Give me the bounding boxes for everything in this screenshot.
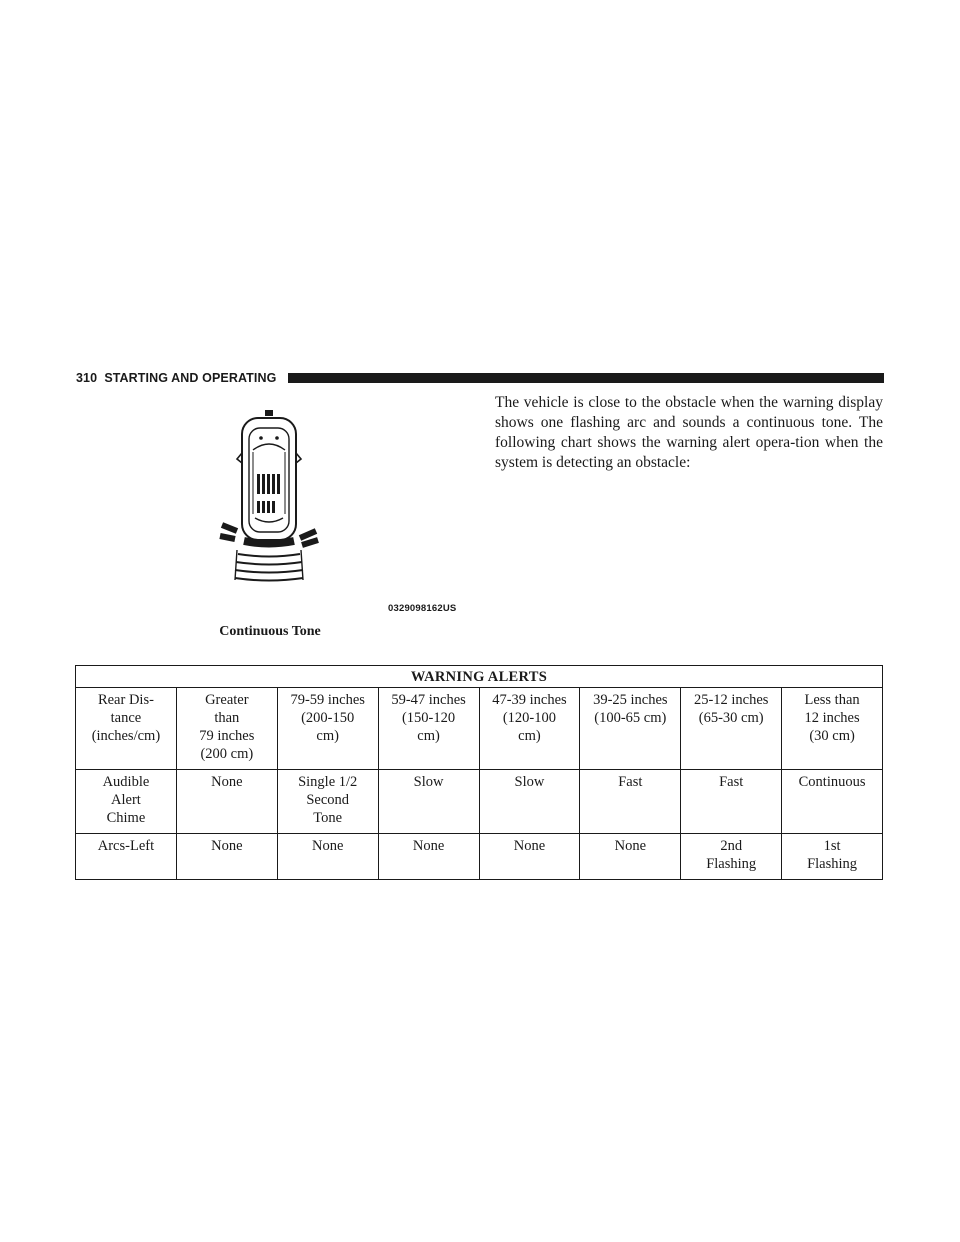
cell-text: None: [513, 838, 546, 854]
row-header-cell: [76, 834, 177, 880]
cell-text: Flashing: [706, 856, 757, 872]
cell-text: (100-65 cm): [594, 710, 667, 726]
header-rule: [288, 373, 884, 383]
cell-text: None: [412, 838, 445, 854]
table-cell: [782, 688, 883, 770]
table-cell: [277, 688, 378, 770]
table-title: WARNING ALERTS: [76, 666, 883, 688]
table-title-row: [76, 666, 883, 688]
cell-text: None: [614, 838, 647, 854]
page-header-label: [76, 371, 276, 385]
cell-text: Flashing: [807, 856, 858, 872]
table-cell: [782, 834, 883, 880]
table-cell: [378, 834, 479, 880]
section-title: STARTING AND OPERATING: [104, 371, 277, 385]
cell-text: 1st: [823, 838, 841, 854]
row-header-cell: [76, 770, 177, 834]
cell-text: 59-47 inches: [391, 692, 466, 708]
table-cell: [782, 770, 883, 834]
table-cell: [580, 770, 681, 834]
table-body: [76, 688, 883, 880]
cell-text: Arcs-Left: [97, 838, 155, 854]
body-paragraph: The vehicle is close to the obstacle when the warning display shows one flashing arc and sounds a continuous tone. The following chart shows the warning alert opera-tion when the system is detecting an obstacle:: [495, 394, 883, 471]
cell-text: Audible: [102, 774, 150, 790]
cell-text: cm): [518, 728, 541, 744]
cell-text: None: [311, 838, 344, 854]
cell-text: Greater: [205, 692, 249, 708]
cell-text: 25-12 inches: [693, 692, 769, 708]
cell-text: (65-30 cm): [698, 710, 764, 726]
table-cell: [479, 770, 580, 834]
figure-continuous-tone: [200, 408, 490, 630]
cell-text: (150-120: [401, 710, 456, 726]
cell-text: Alert: [111, 792, 141, 808]
cell-text: None: [211, 838, 243, 854]
cell-text: Tone: [313, 810, 343, 826]
cell-text: 79-59 inches: [290, 692, 365, 708]
cell-text: (200-150: [301, 710, 355, 726]
cell-text: Slow: [514, 774, 545, 790]
table-row: [76, 688, 883, 770]
table-cell: [176, 834, 277, 880]
cell-text: Less than: [804, 692, 860, 708]
table-cell: [378, 770, 479, 834]
table-cell: [479, 688, 580, 770]
cell-text: (30 cm): [809, 728, 855, 744]
cell-text: (120-100: [502, 710, 557, 726]
table-cell: [681, 770, 782, 834]
page-number: 310: [76, 371, 98, 385]
table-cell: [479, 834, 580, 880]
cell-text: Slow: [413, 774, 444, 790]
table-cell: [580, 688, 681, 770]
cell-text: Fast: [618, 774, 643, 790]
warning-alerts-table: [75, 665, 883, 880]
cell-text: (200 cm): [200, 746, 254, 762]
page-header: [76, 371, 884, 385]
cell-text: Chime: [106, 810, 146, 826]
cell-text: 79 inches: [199, 728, 255, 744]
table-cell: [176, 688, 277, 770]
cell-text: (inches/cm): [91, 728, 161, 744]
cell-text: cm): [417, 728, 440, 744]
cell-text: tance: [110, 710, 142, 726]
cell-text: than: [214, 710, 240, 726]
cell-text: Fast: [719, 774, 744, 790]
rear-sensor-arcs-icon: [200, 408, 490, 608]
cell-text: None: [211, 774, 243, 790]
row-header-cell: [76, 688, 177, 770]
table-row: [76, 770, 883, 834]
cell-text: 39-25 inches: [593, 692, 668, 708]
table-cell: [378, 688, 479, 770]
cell-text: cm): [316, 728, 339, 744]
cell-text: Second: [306, 792, 350, 808]
table-cell: [277, 770, 378, 834]
table-cell: [681, 688, 782, 770]
cell-text: 2nd: [720, 838, 743, 854]
cell-text: 47-39 inches: [492, 692, 567, 708]
cell-text: Continuous: [798, 774, 866, 790]
figure-caption: Continuous Tone: [219, 624, 321, 639]
table-cell: [681, 834, 782, 880]
cell-text: Rear Dis-: [97, 692, 154, 708]
cell-text: Single 1/2: [298, 774, 358, 790]
figure-code: 0329098162US: [388, 603, 457, 614]
table-row: [76, 834, 883, 880]
table-cell: [277, 834, 378, 880]
table-cell: [580, 834, 681, 880]
table-cell: [176, 770, 277, 834]
cell-text: 12 inches: [804, 710, 860, 726]
